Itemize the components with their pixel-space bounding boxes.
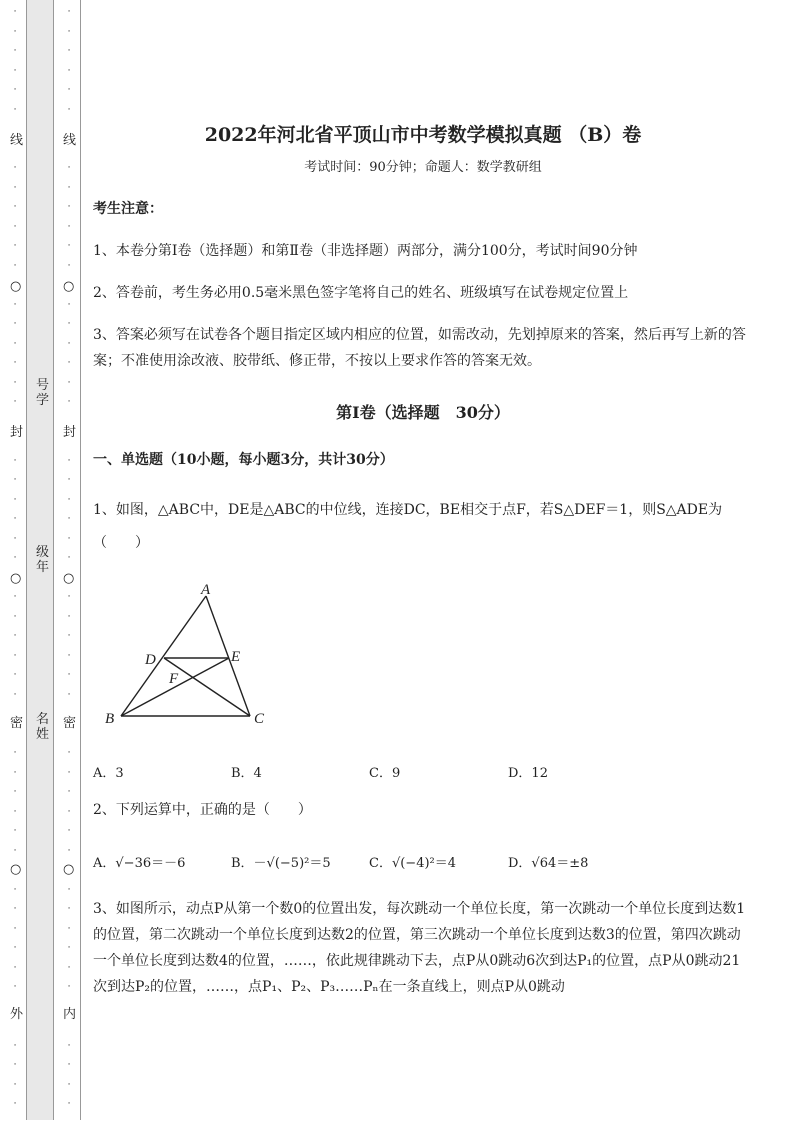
binding-rule — [80, 0, 81, 1120]
binding-dot: · — [67, 221, 71, 232]
binding-dot: · — [67, 689, 71, 700]
question-2-stem: 2、下列运算中，正确的是（ ） — [93, 802, 312, 818]
outer-dot-column — [9, 0, 21, 1123]
binding-dot: · — [67, 319, 71, 329]
binding-margin — [0, 0, 82, 1123]
inner-dot-column — [63, 0, 75, 1123]
binding-dot: · — [13, 475, 17, 485]
binding-dot: · — [13, 455, 17, 466]
question-1-option-d[interactable]: D．12 — [508, 766, 548, 781]
binding-dot: · — [13, 514, 17, 524]
binding-dot: · — [13, 182, 17, 193]
binding-dot: · — [67, 904, 71, 914]
binding-dot: · — [13, 884, 17, 895]
inner-label-secret: 密 — [63, 716, 77, 731]
binding-dot: · — [13, 845, 17, 856]
binding-dot: · — [67, 494, 71, 505]
outer-label-circle-3: ○ — [10, 862, 22, 877]
binding-dot: · — [13, 923, 17, 934]
binding-dot: · — [13, 1040, 17, 1051]
binding-dot: · — [67, 826, 71, 836]
binding-dot: · — [67, 767, 71, 778]
binding-dot: · — [13, 904, 17, 914]
binding-dot: · — [13, 689, 17, 700]
question-1-stem: 1、如图，△ABC中，DE是△ABC的中位线，连接DC，BE相交于点F，若S△DEF＝1，则S△ADE为 — [93, 502, 723, 518]
binding-dot: · — [13, 553, 17, 563]
field-student-number: 号 学 — [36, 378, 50, 408]
label-f: F — [169, 671, 179, 687]
binding-dot: · — [13, 163, 17, 173]
binding-dot: · — [13, 26, 17, 37]
inner-label-line: 线 — [63, 133, 77, 148]
side-ab — [121, 596, 206, 716]
binding-dot: · — [67, 592, 71, 602]
inner-label-circle-1: ○ — [63, 279, 75, 294]
binding-dot: · — [67, 533, 71, 544]
binding-dot: · — [67, 806, 71, 817]
segment-be — [121, 658, 229, 716]
binding-dot: · — [67, 943, 71, 953]
binding-dot: · — [67, 377, 71, 388]
binding-dot: · — [13, 260, 17, 271]
question-2-option-d[interactable]: D．√64＝±8 — [508, 856, 589, 871]
field-grade: 级 年 — [36, 545, 50, 575]
binding-dot: · — [67, 1099, 71, 1109]
question-2-option-c[interactable]: C．√(−4)²＝4 — [369, 856, 457, 871]
question-2-option-a[interactable]: A．√−36＝－6 — [93, 856, 186, 871]
binding-dot: · — [13, 1099, 17, 1109]
binding-dot: · — [13, 46, 17, 56]
question-2-option-b[interactable]: B．－√(−5)²＝5 — [231, 856, 331, 871]
binding-dot: · — [13, 7, 17, 17]
binding-dot: · — [67, 241, 71, 251]
triangle-figure — [93, 575, 293, 735]
question-3-stem: 3、如图所示，动点P从第一个数0的位置出发，每次跳动一个单位长度，第一次跳动一个单位长度到达数1的位置，第二次跳动一个单位长度到达数2的位置，第三次跳动一个单位长度到达数3的位置，第四次跳动一个单位长度到达数4的位置，……，依此规律跳动下去，点P从0跳动6次到达P₁的位置，点P从0跳动21次到达P₂的位置，……，点P₁、P₂、P₃……Pₙ在一条直线上，则点P从0跳动 — [93, 901, 746, 995]
field-name: 名 姓 — [36, 712, 50, 742]
binding-dot: · — [67, 65, 71, 76]
binding-dot: · — [67, 845, 71, 856]
binding-dot: · — [67, 631, 71, 641]
binding-dot: · — [67, 650, 71, 661]
outer-label-outside: 外 — [10, 1007, 24, 1022]
binding-dot: · — [13, 962, 17, 973]
binding-dot: · — [67, 884, 71, 895]
label-c: C — [254, 711, 265, 727]
binding-dot: · — [13, 358, 17, 368]
binding-dot: · — [13, 806, 17, 817]
label-b: B — [105, 711, 115, 727]
binding-dot: · — [67, 553, 71, 563]
binding-dot: · — [67, 982, 71, 992]
notice-item-3: 3、答案必须写在试卷各个题目指定区域内相应的位置，如需改动，先划掉原来的答案，然后再写上新的答案；不准使用涂改液、胶带纸、修正带，不按以上要求作答的答案无效。 — [93, 327, 746, 369]
binding-dot: · — [13, 338, 17, 349]
binding-dot: · — [67, 1079, 71, 1090]
binding-dot: · — [13, 826, 17, 836]
binding-dot: · — [13, 85, 17, 95]
binding-dot: · — [13, 221, 17, 232]
binding-dot: · — [67, 670, 71, 680]
inner-label-inside: 内 — [63, 1007, 77, 1022]
binding-dot: · — [13, 611, 17, 622]
outer-label-secret: 密 — [10, 716, 24, 731]
binding-dot: · — [13, 1079, 17, 1090]
outer-label-line: 线 — [10, 133, 24, 148]
label-d: D — [145, 652, 156, 668]
binding-dot: · — [67, 7, 71, 17]
page-subtitle: 考试时间：90分钟；命题人：数学教研组 — [304, 160, 542, 175]
inner-label-circle-3: ○ — [63, 862, 75, 877]
binding-dot: · — [67, 923, 71, 934]
binding-dot: · — [13, 670, 17, 680]
binding-dot: · — [67, 46, 71, 56]
binding-dot: · — [13, 104, 17, 115]
binding-dot: · — [67, 514, 71, 524]
binding-dot: · — [67, 1040, 71, 1051]
binding-dot: · — [13, 397, 17, 407]
binding-dot: · — [67, 163, 71, 173]
question-1-option-b[interactable]: B．4 — [231, 766, 262, 781]
question-1-option-c[interactable]: C．9 — [369, 766, 401, 781]
binding-dot: · — [67, 182, 71, 193]
outer-label-seal: 封 — [10, 425, 24, 440]
binding-dot: · — [13, 241, 17, 251]
binding-dot: · — [67, 962, 71, 973]
binding-dot: · — [13, 650, 17, 661]
binding-dot: · — [67, 787, 71, 797]
binding-dot: · — [13, 494, 17, 505]
label-a: A — [201, 582, 211, 598]
binding-dot: · — [13, 631, 17, 641]
binding-dot: · — [13, 377, 17, 388]
binding-dot: · — [13, 943, 17, 953]
binding-dot: · — [67, 455, 71, 466]
outer-label-circle-1: ○ — [10, 279, 22, 294]
binding-dot: · — [13, 592, 17, 602]
binding-dot: · — [13, 1060, 17, 1070]
outer-label-circle-2: ○ — [10, 571, 22, 586]
question-1-option-a[interactable]: A．3 — [93, 766, 124, 781]
binding-dot: · — [13, 319, 17, 329]
binding-dot: · — [67, 338, 71, 349]
binding-dot: · — [67, 1060, 71, 1070]
binding-dot: · — [67, 104, 71, 115]
binding-dot: · — [13, 65, 17, 76]
section-title: 第Ⅰ卷（选择题 30分） — [336, 403, 510, 422]
part-title: 一、单选题（10小题，每小题3分，共计30分） — [93, 452, 394, 468]
binding-dot: · — [13, 767, 17, 778]
binding-dot: · — [67, 260, 71, 271]
page-title: 2022年河北省平顶山市中考数学模拟真题 （B）卷 — [204, 124, 642, 146]
binding-dot: · — [67, 748, 71, 758]
binding-dot: · — [67, 397, 71, 407]
binding-dot: · — [13, 299, 17, 310]
binding-dot: · — [67, 26, 71, 37]
binding-dot: · — [67, 85, 71, 95]
side-ac — [206, 596, 250, 716]
segment-dc — [164, 658, 250, 716]
binding-dot: · — [13, 533, 17, 544]
label-e: E — [231, 649, 241, 665]
binding-dot: · — [13, 748, 17, 758]
inner-label-circle-2: ○ — [63, 571, 75, 586]
binding-dot: · — [67, 202, 71, 212]
binding-dot: · — [67, 358, 71, 368]
binding-dot: · — [67, 611, 71, 622]
binding-dot: · — [13, 982, 17, 992]
question-1-paren: （ ） — [93, 535, 149, 551]
inner-label-seal: 封 — [63, 425, 77, 440]
binding-dot: · — [13, 787, 17, 797]
notice-item-1: 1、本卷分第Ⅰ卷（选择题）和第Ⅱ卷（非选择题）两部分，满分100分，考试时间90分钟 — [93, 243, 638, 259]
binding-dot: · — [67, 299, 71, 310]
notice-item-2: 2、答卷前，考生务必用0.5毫米黑色签字笔将自己的姓名、班级填写在试卷规定位置上 — [93, 285, 629, 301]
binding-dot: · — [67, 475, 71, 485]
binding-dot: · — [13, 202, 17, 212]
notice-heading: 考生注意： — [93, 201, 163, 217]
